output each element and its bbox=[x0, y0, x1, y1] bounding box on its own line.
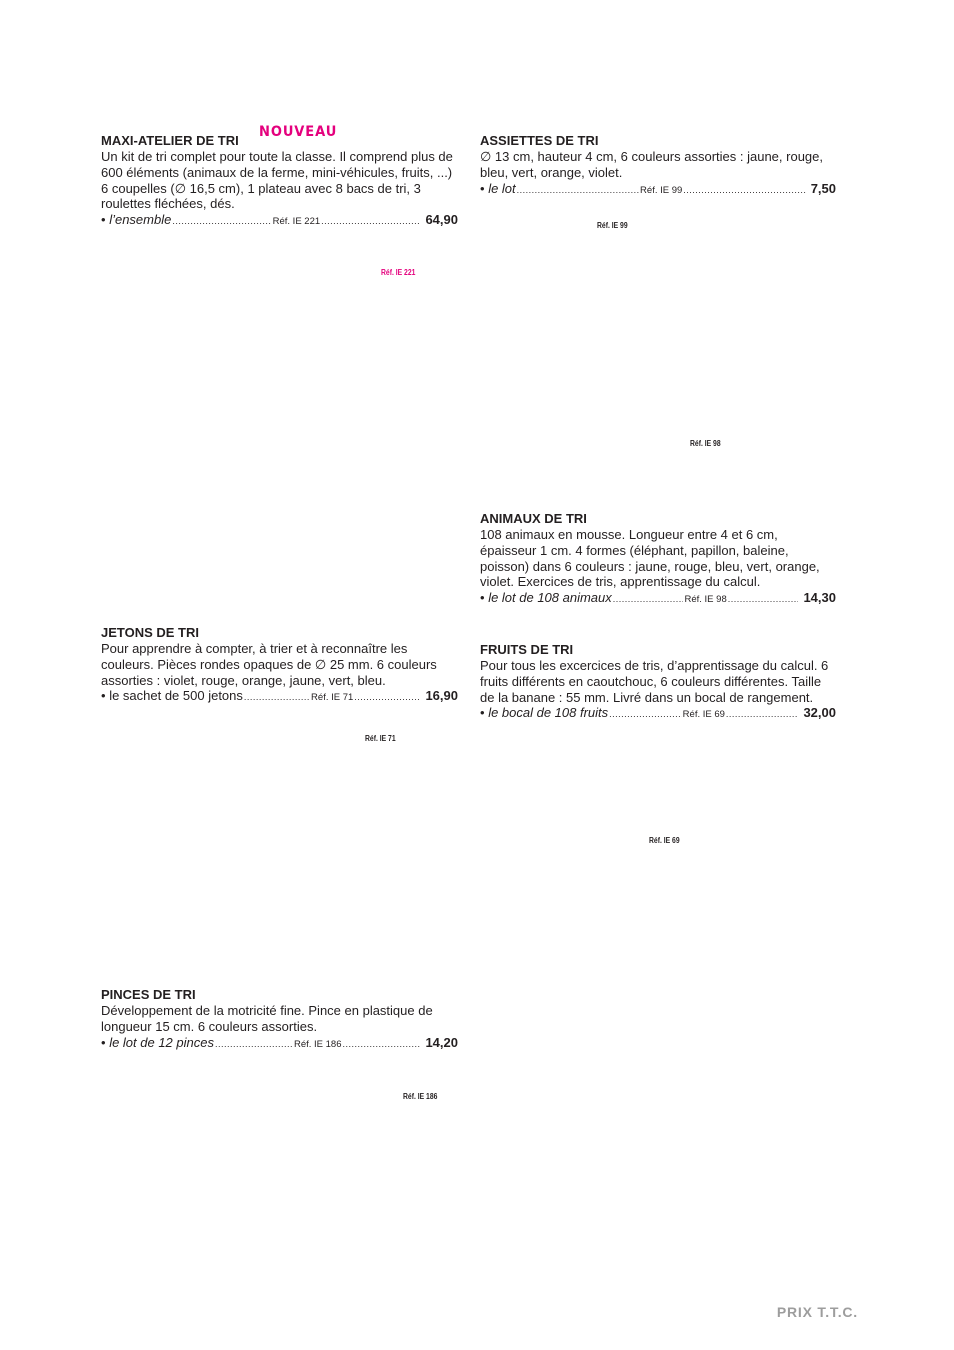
leader-dots bbox=[728, 592, 799, 608]
photo-ref: Réf. IE 69 bbox=[649, 836, 680, 845]
leader-dots bbox=[517, 183, 639, 199]
photo-ref: Réf. IE 98 bbox=[690, 439, 721, 448]
reference: Réf. IE 98 bbox=[684, 594, 727, 606]
product-animaux bbox=[480, 511, 836, 608]
price: 14,30 bbox=[803, 590, 836, 606]
price: 64,90 bbox=[425, 212, 458, 228]
price: 14,20 bbox=[425, 1034, 458, 1050]
leader-dots bbox=[342, 1037, 420, 1053]
product-title: FRUITS DE TRI bbox=[480, 642, 574, 657]
unit-label: le bocal de 108 fruits bbox=[488, 705, 609, 721]
product-maxi-atelier bbox=[101, 133, 458, 230]
unit-label: le lot de 108 animaux bbox=[488, 590, 612, 606]
price: 7,50 bbox=[810, 180, 836, 196]
bullet: • bbox=[101, 688, 106, 704]
leader-dots bbox=[609, 707, 682, 723]
price: 16,90 bbox=[425, 688, 458, 704]
leader-dots bbox=[613, 592, 684, 608]
unit-label: l’ensemble bbox=[109, 212, 172, 228]
price-line bbox=[480, 590, 836, 608]
product-description: Développement de la motricité fine. Pince en plastique de longueur 15 cm. 6 couleurs assorties. bbox=[101, 1003, 433, 1034]
leader-dots bbox=[683, 183, 805, 199]
price-note: PRIX T.T.C. bbox=[776, 1304, 858, 1320]
price-line bbox=[101, 688, 458, 706]
leader-dots bbox=[172, 214, 271, 230]
photo-ref: Réf. IE 99 bbox=[597, 221, 628, 230]
leader-dots bbox=[726, 707, 799, 723]
bullet: • bbox=[101, 1034, 106, 1050]
reference: Réf. IE 69 bbox=[682, 709, 725, 721]
product-assiettes bbox=[480, 133, 836, 198]
reference: Réf. IE 221 bbox=[272, 216, 321, 228]
unit-label: le lot de 12 pinces bbox=[109, 1034, 214, 1050]
photo-ref: Réf. IE 186 bbox=[403, 1092, 438, 1101]
new-badge: NOUVEAU bbox=[259, 124, 338, 140]
product-description: Un kit de tri complet pour toute la classe. Il comprend plus de 600 éléments (animaux de la ferme, mini-véhicules, fruits, ...) 6 coupelles (∅ 16,5 cm), 1 plateau avec 8 bacs de tri, 3 roulettes fléchées, dés. bbox=[101, 149, 453, 212]
product-title: MAXI-ATELIER DE TRI bbox=[101, 133, 239, 148]
product-title: JETONS DE TRI bbox=[101, 625, 200, 640]
product-title: ANIMAUX DE TRI bbox=[480, 511, 587, 526]
leader-dots bbox=[354, 690, 420, 706]
product-title: PINCES DE TRI bbox=[101, 987, 196, 1002]
price-line bbox=[101, 1035, 458, 1053]
unit-label: le lot bbox=[488, 180, 516, 196]
bullet: • bbox=[480, 590, 485, 606]
reference: Réf. IE 186 bbox=[293, 1038, 342, 1050]
product-jetons bbox=[101, 625, 458, 706]
product-pinces bbox=[101, 987, 458, 1052]
price-line bbox=[101, 212, 458, 230]
product-fruits bbox=[480, 642, 836, 723]
price: 32,00 bbox=[803, 705, 836, 721]
product-description: ∅ 13 cm, hauteur 4 cm, 6 couleurs assorties : jaune, rouge, bleu, vert, orange, violet. bbox=[480, 149, 823, 180]
unit-label: le sachet de 500 jetons bbox=[109, 688, 243, 704]
price-line bbox=[480, 181, 836, 199]
price-line bbox=[480, 705, 836, 723]
product-description: Pour tous les excercices de tris, d’apprentissage du calcul. 6 fruits différents en caoutchouc, 6 couleurs différentes. Taille de la banane : 55 mm. Livré dans un bocal de rangement. bbox=[480, 658, 829, 705]
photo-ref: Réf. IE 71 bbox=[365, 734, 396, 743]
leader-dots bbox=[244, 690, 310, 706]
leader-dots bbox=[215, 1037, 293, 1053]
product-description: 108 animaux en mousse. Longueur entre 4 et 6 cm, épaisseur 1 cm. 4 formes (éléphant, papillon, baleine, poisson) dans 6 couleurs : jaune, rouge, bleu, vert, orange, violet. Exercices de tris, apprentissage du calcul. bbox=[480, 527, 820, 590]
bullet: • bbox=[101, 212, 106, 228]
reference: Réf. IE 99 bbox=[640, 184, 683, 196]
leader-dots bbox=[321, 214, 420, 230]
product-title: ASSIETTES DE TRI bbox=[480, 133, 599, 148]
product-description: Pour apprendre à compter, à trier et à reconnaître les couleurs. Pièces rondes opaques de ∅ 25 mm. 6 couleurs assorties : violet, rouge, orange, jaune, vert, bleu. bbox=[101, 641, 437, 688]
bullet: • bbox=[480, 180, 485, 196]
reference: Réf. IE 71 bbox=[311, 692, 354, 704]
bullet: • bbox=[480, 705, 485, 721]
photo-ref: Réf. IE 221 bbox=[381, 268, 416, 277]
